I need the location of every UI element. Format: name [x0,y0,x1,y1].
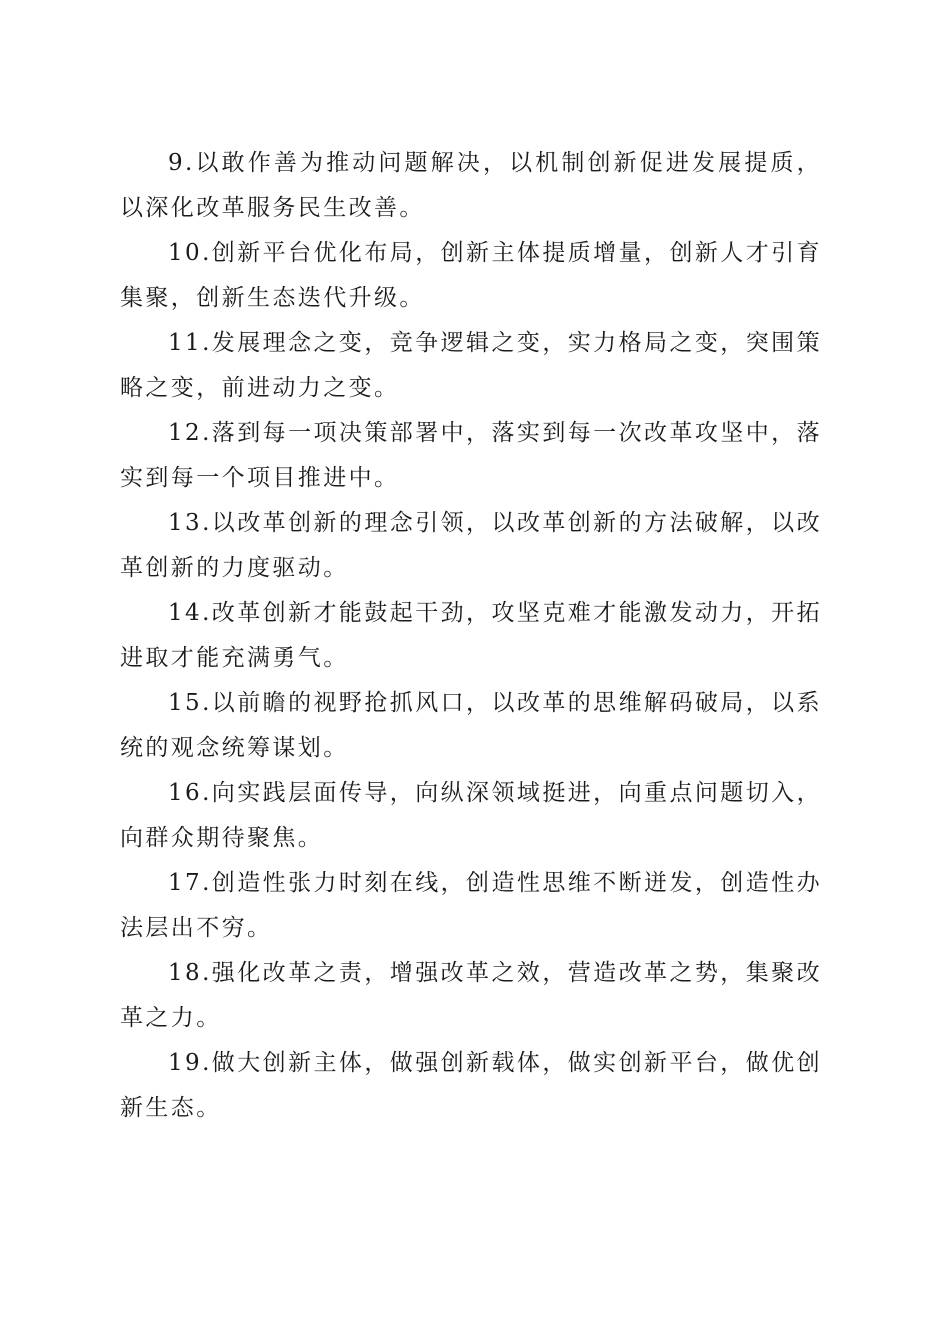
document-body [120,141,822,1131]
paragraph-16: 16.向实践层面传导，向纵深领域挺进，向重点问题切入，向群众期待聚焦。 [120,780,822,851]
paragraph-19: 19.做大创新主体，做强创新载体，做实创新平台，做优创新生态。 [120,1050,822,1121]
paragraph-14: 14.改革创新才能鼓起干劲，攻坚克难才能激发动力，开拓进取才能充满勇气。 [120,600,822,671]
paragraph-11: 11.发展理念之变，竞争逻辑之变，实力格局之变，突围策略之变，前进动力之变。 [120,330,822,401]
paragraph-13: 13.以改革创新的理念引领，以改革创新的方法破解，以改革创新的力度驱动。 [120,510,822,581]
paragraph-17: 17.创造性张力时刻在线，创造性思维不断迸发，创造性办法层出不穷。 [120,870,822,941]
paragraph-12: 12.落到每一项决策部署中，落实到每一次改革攻坚中，落实到每一个项目推进中。 [120,420,822,491]
paragraph-15: 15.以前瞻的视野抢抓风口，以改革的思维解码破局，以系统的观念统筹谋划。 [120,690,822,761]
paragraph-10: 10.创新平台优化布局，创新主体提质增量，创新人才引育集聚，创新生态迭代升级。 [120,240,822,311]
paragraph-18: 18.强化改革之责，增强改革之效，营造改革之势，集聚改革之力。 [120,960,822,1031]
paragraph-9: 9.以敢作善为推动问题解决，以机制创新促进发展提质，以深化改革服务民生改善。 [120,150,822,221]
